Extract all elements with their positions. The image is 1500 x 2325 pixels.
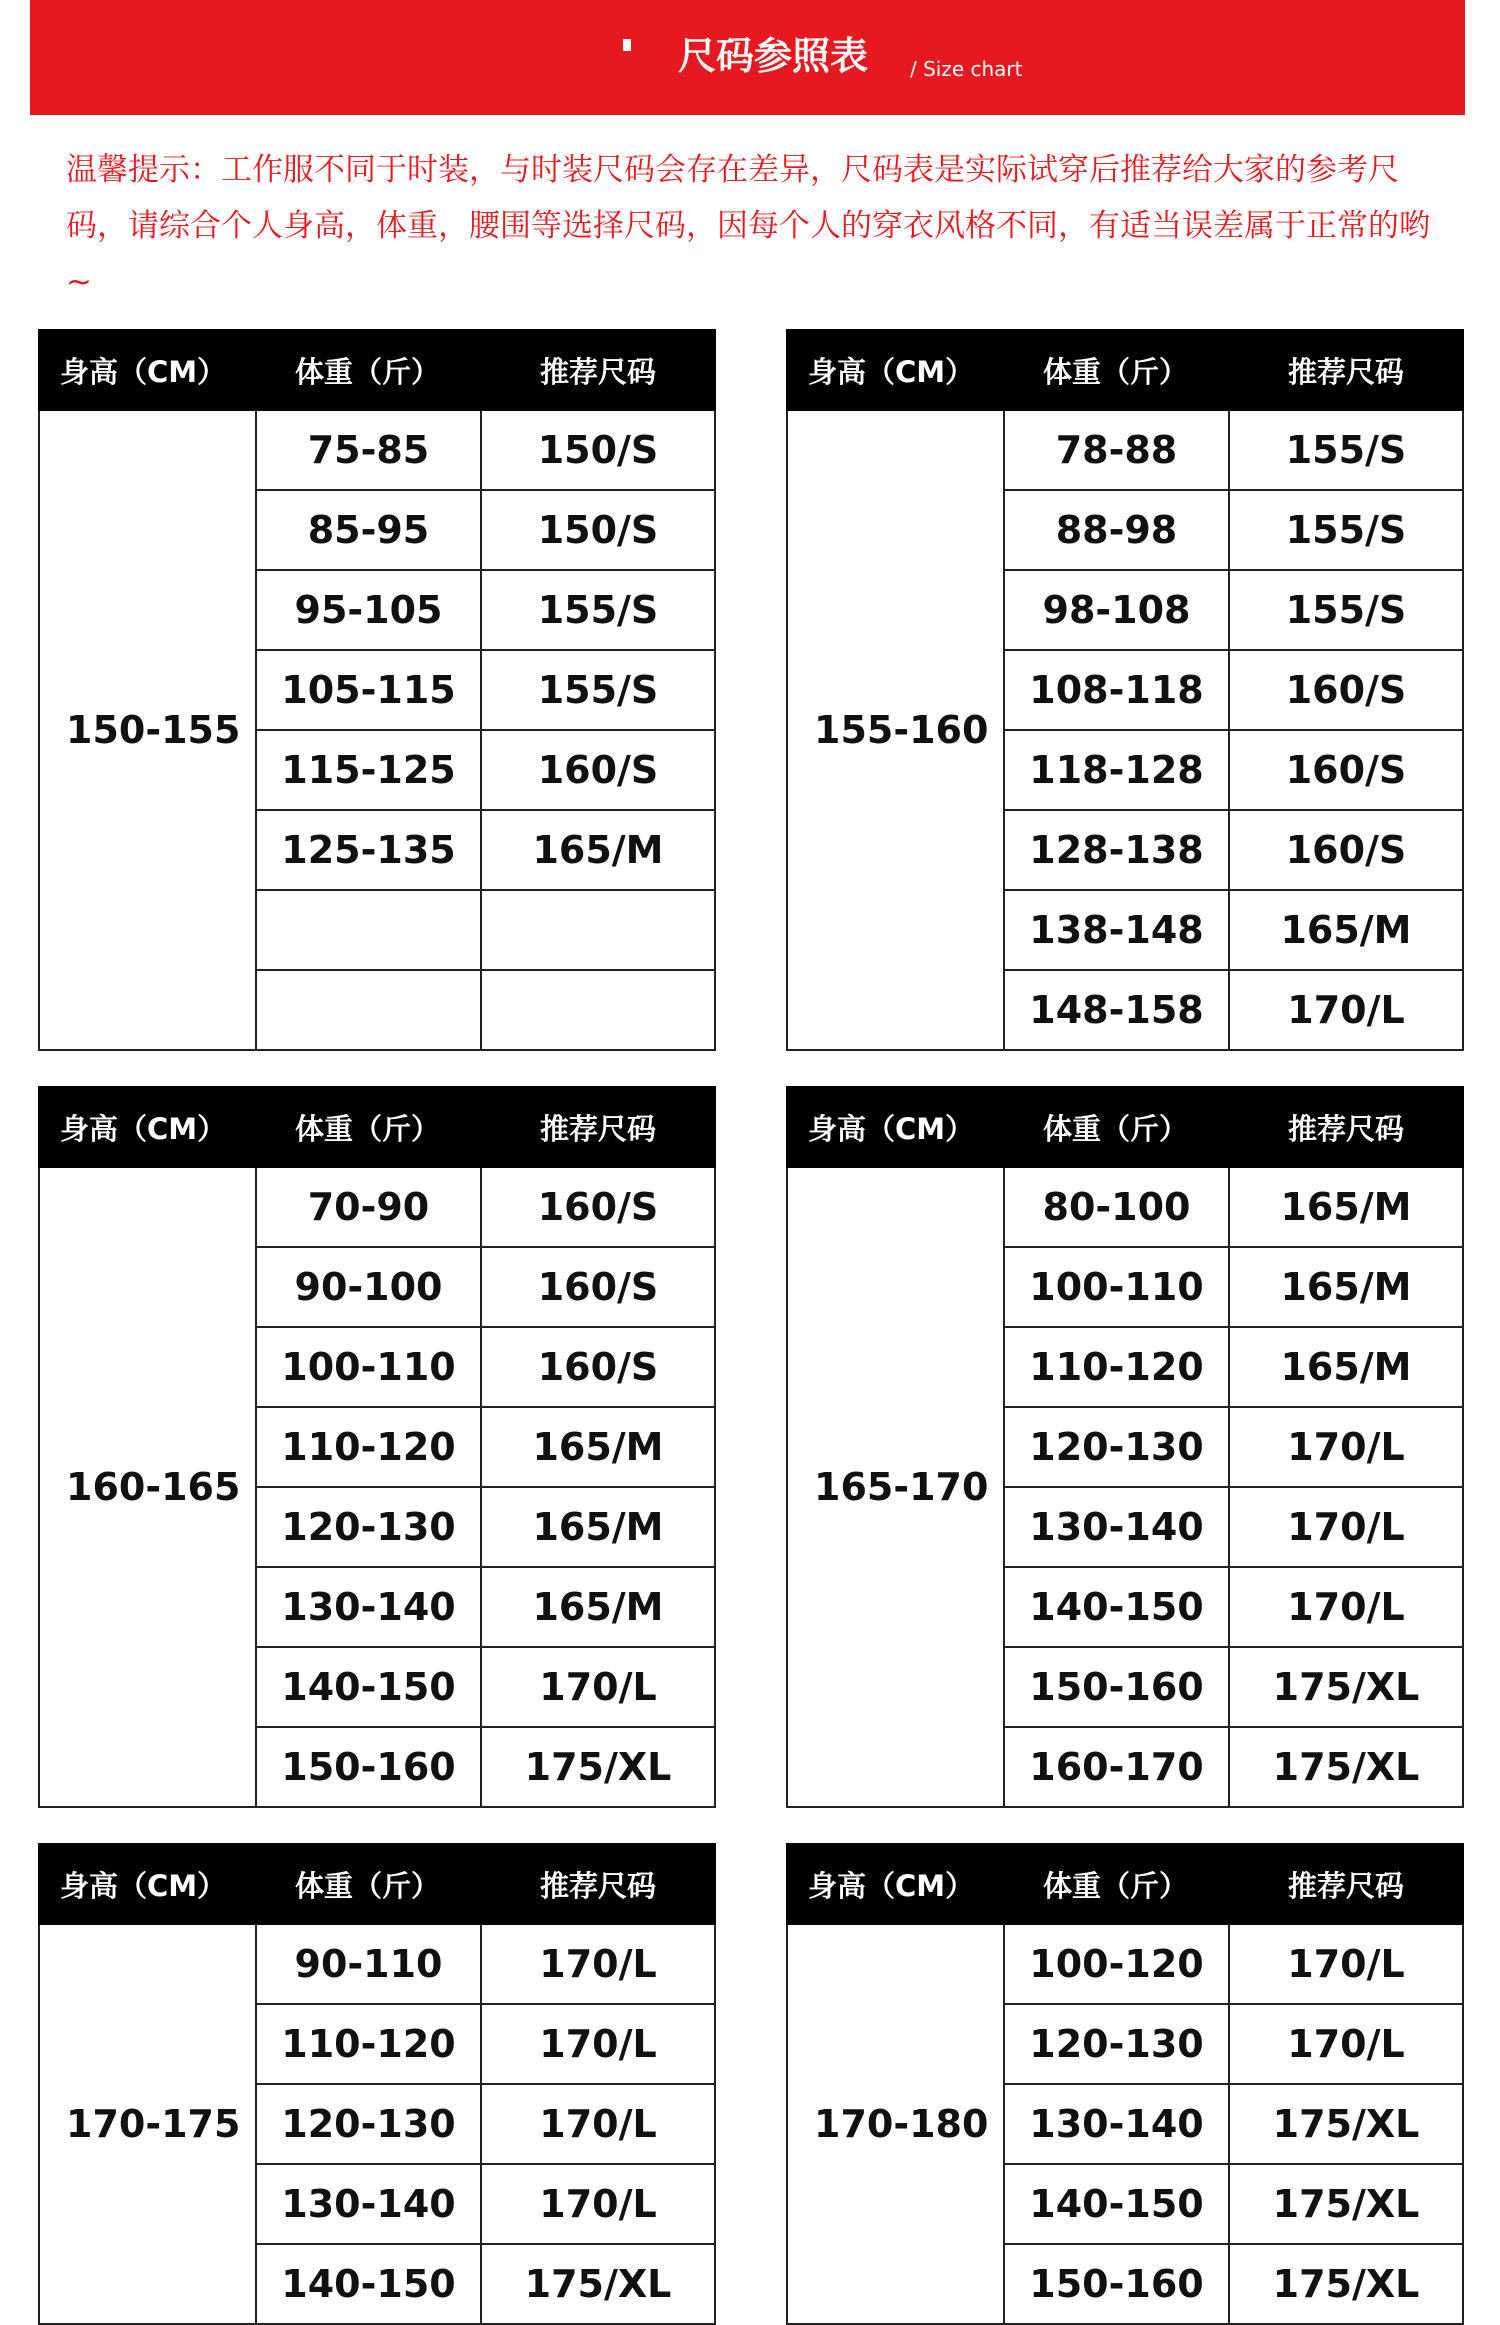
weight-range-cell: 115-125 (256, 730, 481, 810)
column-header-height: 身高（CM） (787, 1844, 1004, 1924)
page-subtitle: / Size chart (910, 57, 1023, 81)
column-header-size: 推荐尺码 (481, 1087, 715, 1167)
recommended-size-cell: 170/L (481, 2004, 715, 2084)
recommended-size-cell: 155/S (1229, 570, 1463, 650)
page-title: 尺码参照表 (678, 34, 869, 78)
weight-range-cell: 100-110 (256, 1327, 481, 1407)
recommended-size-cell: 160/S (1229, 810, 1463, 890)
column-header-weight: 体重（斤） (256, 330, 481, 410)
table-header-row (787, 330, 1463, 410)
weight-range-cell: 130-140 (256, 2164, 481, 2244)
table-row (787, 1167, 1463, 1247)
column-header-size: 推荐尺码 (481, 1844, 715, 1924)
table-row (39, 1167, 715, 1247)
column-header-weight: 体重（斤） (256, 1844, 481, 1924)
weight-range-cell: 100-120 (1004, 1924, 1229, 2004)
header-banner (30, 0, 1465, 115)
recommended-size-cell: 155/S (1229, 490, 1463, 570)
weight-range-cell: 100-110 (1004, 1247, 1229, 1327)
weight-range-cell: 118-128 (1004, 730, 1229, 810)
height-range-cell: 160-165 (39, 1167, 256, 1807)
table-row (787, 1924, 1463, 2004)
table-row (39, 1924, 715, 2004)
table-header-row (787, 1087, 1463, 1167)
recommended-size-cell: 170/L (1229, 1567, 1463, 1647)
weight-range-cell: 130-140 (1004, 2084, 1229, 2164)
recommended-size-cell: 170/L (481, 2084, 715, 2164)
weight-range-cell: 98-108 (1004, 570, 1229, 650)
recommended-size-cell (481, 970, 715, 1050)
recommended-size-cell: 170/L (1229, 1407, 1463, 1487)
size-table (38, 329, 716, 1051)
recommended-size-cell: 175/XL (1229, 2164, 1463, 2244)
column-header-size: 推荐尺码 (1229, 330, 1463, 410)
recommended-size-cell: 170/L (481, 1924, 715, 2004)
weight-range-cell: 120-130 (256, 1487, 481, 1567)
recommended-size-cell: 155/S (481, 570, 715, 650)
recommended-size-cell: 170/L (1229, 970, 1463, 1050)
recommended-size-cell: 175/XL (1229, 2084, 1463, 2164)
recommended-size-cell: 175/XL (1229, 1727, 1463, 1807)
column-header-weight: 体重（斤） (1004, 1844, 1229, 1924)
weight-range-cell: 150-160 (1004, 1647, 1229, 1727)
recommended-size-cell: 175/XL (1229, 2244, 1463, 2324)
recommended-size-cell: 160/S (481, 1167, 715, 1247)
weight-range-cell: 80-100 (1004, 1167, 1229, 1247)
recommended-size-cell: 165/M (1229, 1327, 1463, 1407)
column-header-weight: 体重（斤） (256, 1087, 481, 1167)
table-row (39, 410, 715, 490)
weight-range-cell: 140-150 (1004, 2164, 1229, 2244)
weight-range-cell: 148-158 (1004, 970, 1229, 1050)
recommended-size-cell: 165/M (481, 1407, 715, 1487)
column-header-weight: 体重（斤） (1004, 1087, 1229, 1167)
weight-range-cell: 128-138 (1004, 810, 1229, 890)
weight-range-cell: 88-98 (1004, 490, 1229, 570)
recommended-size-cell: 170/L (481, 1647, 715, 1727)
title-marker-icon (623, 39, 631, 51)
weight-range-cell: 108-118 (1004, 650, 1229, 730)
size-table (786, 1843, 1464, 2325)
recommended-size-cell: 160/S (1229, 650, 1463, 730)
weight-range-cell: 150-160 (256, 1727, 481, 1807)
recommended-size-cell: 175/XL (481, 2244, 715, 2324)
recommended-size-cell: 175/XL (1229, 1647, 1463, 1727)
column-header-size: 推荐尺码 (481, 330, 715, 410)
size-table (786, 329, 1464, 1051)
weight-range-cell: 120-130 (256, 2084, 481, 2164)
recommended-size-cell: 165/M (1229, 890, 1463, 970)
recommended-size-cell: 170/L (1229, 2004, 1463, 2084)
recommended-size-cell: 165/M (1229, 1247, 1463, 1327)
table-header-row (39, 1844, 715, 1924)
weight-range-cell: 78-88 (1004, 410, 1229, 490)
weight-range-cell: 138-148 (1004, 890, 1229, 970)
recommended-size-cell: 170/L (1229, 1487, 1463, 1567)
recommended-size-cell: 160/S (481, 730, 715, 810)
weight-range-cell: 130-140 (256, 1567, 481, 1647)
weight-range-cell: 160-170 (1004, 1727, 1229, 1807)
column-header-weight: 体重（斤） (1004, 330, 1229, 410)
recommended-size-cell: 165/M (1229, 1167, 1463, 1247)
recommended-size-cell: 150/S (481, 410, 715, 490)
weight-range-cell: 95-105 (256, 570, 481, 650)
recommended-size-cell: 155/S (481, 650, 715, 730)
weight-range-cell: 70-90 (256, 1167, 481, 1247)
recommended-size-cell: 155/S (1229, 410, 1463, 490)
recommended-size-cell: 165/M (481, 1567, 715, 1647)
weight-range-cell: 140-150 (256, 2244, 481, 2324)
height-range-cell: 165-170 (787, 1167, 1004, 1807)
recommended-size-cell: 160/S (481, 1247, 715, 1327)
weight-range-cell: 110-120 (256, 2004, 481, 2084)
recommended-size-cell: 165/M (481, 1487, 715, 1567)
weight-range-cell: 110-120 (256, 1407, 481, 1487)
height-range-cell: 170-180 (787, 1924, 1004, 2324)
table-header-row (39, 330, 715, 410)
weight-range-cell: 140-150 (1004, 1567, 1229, 1647)
recommended-size-cell: 150/S (481, 490, 715, 570)
height-range-cell: 150-155 (39, 410, 256, 1050)
height-range-cell: 170-175 (39, 1924, 256, 2324)
recommended-size-cell: 165/M (481, 810, 715, 890)
weight-range-cell: 140-150 (256, 1647, 481, 1727)
recommended-size-cell: 170/L (1229, 1924, 1463, 2004)
table-row (787, 410, 1463, 490)
column-header-height: 身高（CM） (787, 1087, 1004, 1167)
column-header-size: 推荐尺码 (1229, 1844, 1463, 1924)
table-header-row (39, 1087, 715, 1167)
weight-range-cell: 130-140 (1004, 1487, 1229, 1567)
weight-range-cell: 75-85 (256, 410, 481, 490)
weight-range-cell: 90-100 (256, 1247, 481, 1327)
weight-range-cell (256, 890, 481, 970)
weight-range-cell: 120-130 (1004, 2004, 1229, 2084)
size-table (786, 1086, 1464, 1808)
weight-range-cell: 120-130 (1004, 1407, 1229, 1487)
column-header-height: 身高（CM） (39, 1087, 256, 1167)
weight-range-cell: 150-160 (1004, 2244, 1229, 2324)
recommended-size-cell: 170/L (481, 2164, 715, 2244)
recommended-size-cell: 175/XL (481, 1727, 715, 1807)
height-range-cell: 155-160 (787, 410, 1004, 1050)
recommended-size-cell: 160/S (1229, 730, 1463, 810)
size-table (38, 1086, 716, 1808)
recommended-size-cell (481, 890, 715, 970)
column-header-height: 身高（CM） (787, 330, 1004, 410)
notice-text: 温馨提示：工作服不同于时装，与时装尺码会存在差异，尺码表是实际试穿后推荐给大家的参考尺码，请综合个人身高，体重，腰围等选择尺码，因每个人的穿衣风格不同，有适当误差属于正常的哟~ (66, 152, 1430, 300)
column-header-height: 身高（CM） (39, 330, 256, 410)
weight-range-cell: 110-120 (1004, 1327, 1229, 1407)
weight-range-cell: 125-135 (256, 810, 481, 890)
weight-range-cell: 85-95 (256, 490, 481, 570)
weight-range-cell: 90-110 (256, 1924, 481, 2004)
recommended-size-cell: 160/S (481, 1327, 715, 1407)
column-header-size: 推荐尺码 (1229, 1087, 1463, 1167)
size-table (38, 1843, 716, 2325)
column-header-height: 身高（CM） (39, 1844, 256, 1924)
weight-range-cell (256, 970, 481, 1050)
table-header-row (787, 1844, 1463, 1924)
weight-range-cell: 105-115 (256, 650, 481, 730)
